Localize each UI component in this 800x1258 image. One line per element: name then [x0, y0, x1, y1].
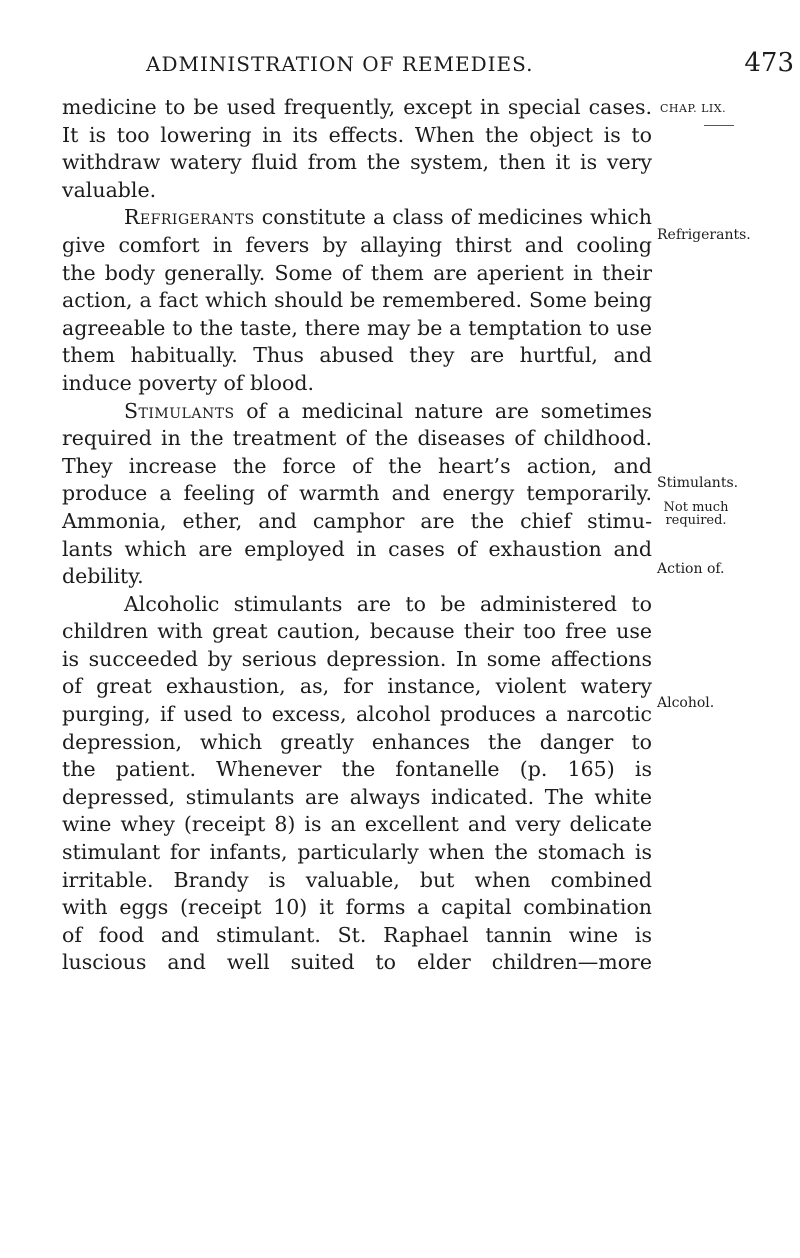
paragraph-line: debility. — [62, 564, 144, 589]
paragraph-line: depression, which greatly enhances the danger to — [62, 729, 652, 754]
first-line-rest: of a medicinal nature are sometimes — [234, 398, 652, 423]
body-text — [62, 94, 652, 977]
paragraph-line: irritable. Brandy is valuable, but when combined — [62, 867, 652, 892]
paragraph-line: induce poverty of blood. — [62, 370, 314, 395]
paragraph-line: purging, if used to excess, alcohol produces a narcotic — [62, 702, 652, 727]
paragraph-line: stimulant for infants, particularly when the stomach is — [62, 840, 652, 865]
chapter-label: CHAP. LIX. — [660, 102, 727, 115]
first-line-rest: constitute a class of medicines which — [254, 205, 652, 230]
paragraph-line: medicine to be used frequently, except in special cases. — [62, 95, 652, 119]
paragraph-line: with eggs (receipt 10) it forms a capital combination — [62, 895, 652, 920]
margin-note-stimulants: Stimulants. — [657, 475, 739, 491]
margin-note-alcohol: Alcohol. — [657, 695, 715, 711]
margin-note-not-much-line1: Not much — [663, 500, 729, 515]
paragraph-line: luscious and well suited to elder children—more — [62, 950, 652, 975]
paragraph-line: the body generally. Some of them are aperient in their — [62, 260, 652, 285]
margin-note-not-much-line2: required. — [665, 513, 727, 528]
paragraph-line: wine whey (receipt 8) is an excellent and very delicate — [62, 812, 652, 837]
paragraph-line: them habitually. Thus abused they are hurtful, and — [62, 343, 652, 368]
paragraph-line: action, a fact which should be remembered. Some being — [62, 288, 652, 313]
paragraph-line: valuable. — [62, 177, 157, 202]
paragraph-line: of food and stimulant. St. Raphael tannin wine is — [62, 922, 652, 947]
margin-note-refrigerants: Refrigerants. — [657, 227, 751, 243]
paragraph-line: Ammonia, ether, and camphor are the chief stimu- — [62, 508, 652, 533]
paragraph-line: It is too lowering in its effects. When the object is to — [62, 122, 652, 147]
chapter-rule — [704, 125, 734, 126]
paragraph-line: is succeeded by serious depression. In some affections — [62, 646, 652, 671]
running-title: ADMINISTRATION OF REMEDIES. — [146, 52, 534, 76]
paragraph-line: They increase the force of the heart’s action, and — [62, 453, 652, 478]
paragraph-line: children with great caution, because their too free use — [62, 619, 652, 644]
lead-word-stimulants: Stimulants — [124, 398, 235, 423]
paragraph-line: produce a feeling of warmth and energy temporarily. — [62, 481, 652, 506]
paragraph-line: the patient. Whenever the fontanelle (p. 165) is — [62, 757, 652, 782]
paragraph-line: give comfort in fevers by allaying thirst and cooling — [62, 232, 652, 257]
paragraph-first-line-stimulants — [62, 398, 652, 426]
paragraph-line: agreeable to the taste, there may be a temptation to use — [62, 315, 652, 340]
lead-word-refrigerants: Refrigerants — [124, 205, 255, 230]
page-number: 473 — [744, 48, 794, 78]
margin-note-action-of: Action of. — [657, 561, 725, 577]
paragraph-line: required in the treatment of the diseases of childhood. — [62, 426, 652, 451]
paragraph-first-line-refrigerants — [62, 204, 652, 232]
margin-note-not-much-required — [657, 501, 735, 527]
paragraph-line: of great exhaustion, as, for instance, violent watery — [62, 674, 652, 699]
paragraph-line: depressed, stimulants are always indicated. The white — [62, 784, 652, 809]
paragraph-line: withdraw watery fluid from the system, then it is very — [62, 150, 652, 175]
paragraph-line: lants which are employed in cases of exhaustion and — [62, 536, 652, 561]
paragraph-line: Alcoholic stimulants are to be administered to — [124, 591, 652, 616]
